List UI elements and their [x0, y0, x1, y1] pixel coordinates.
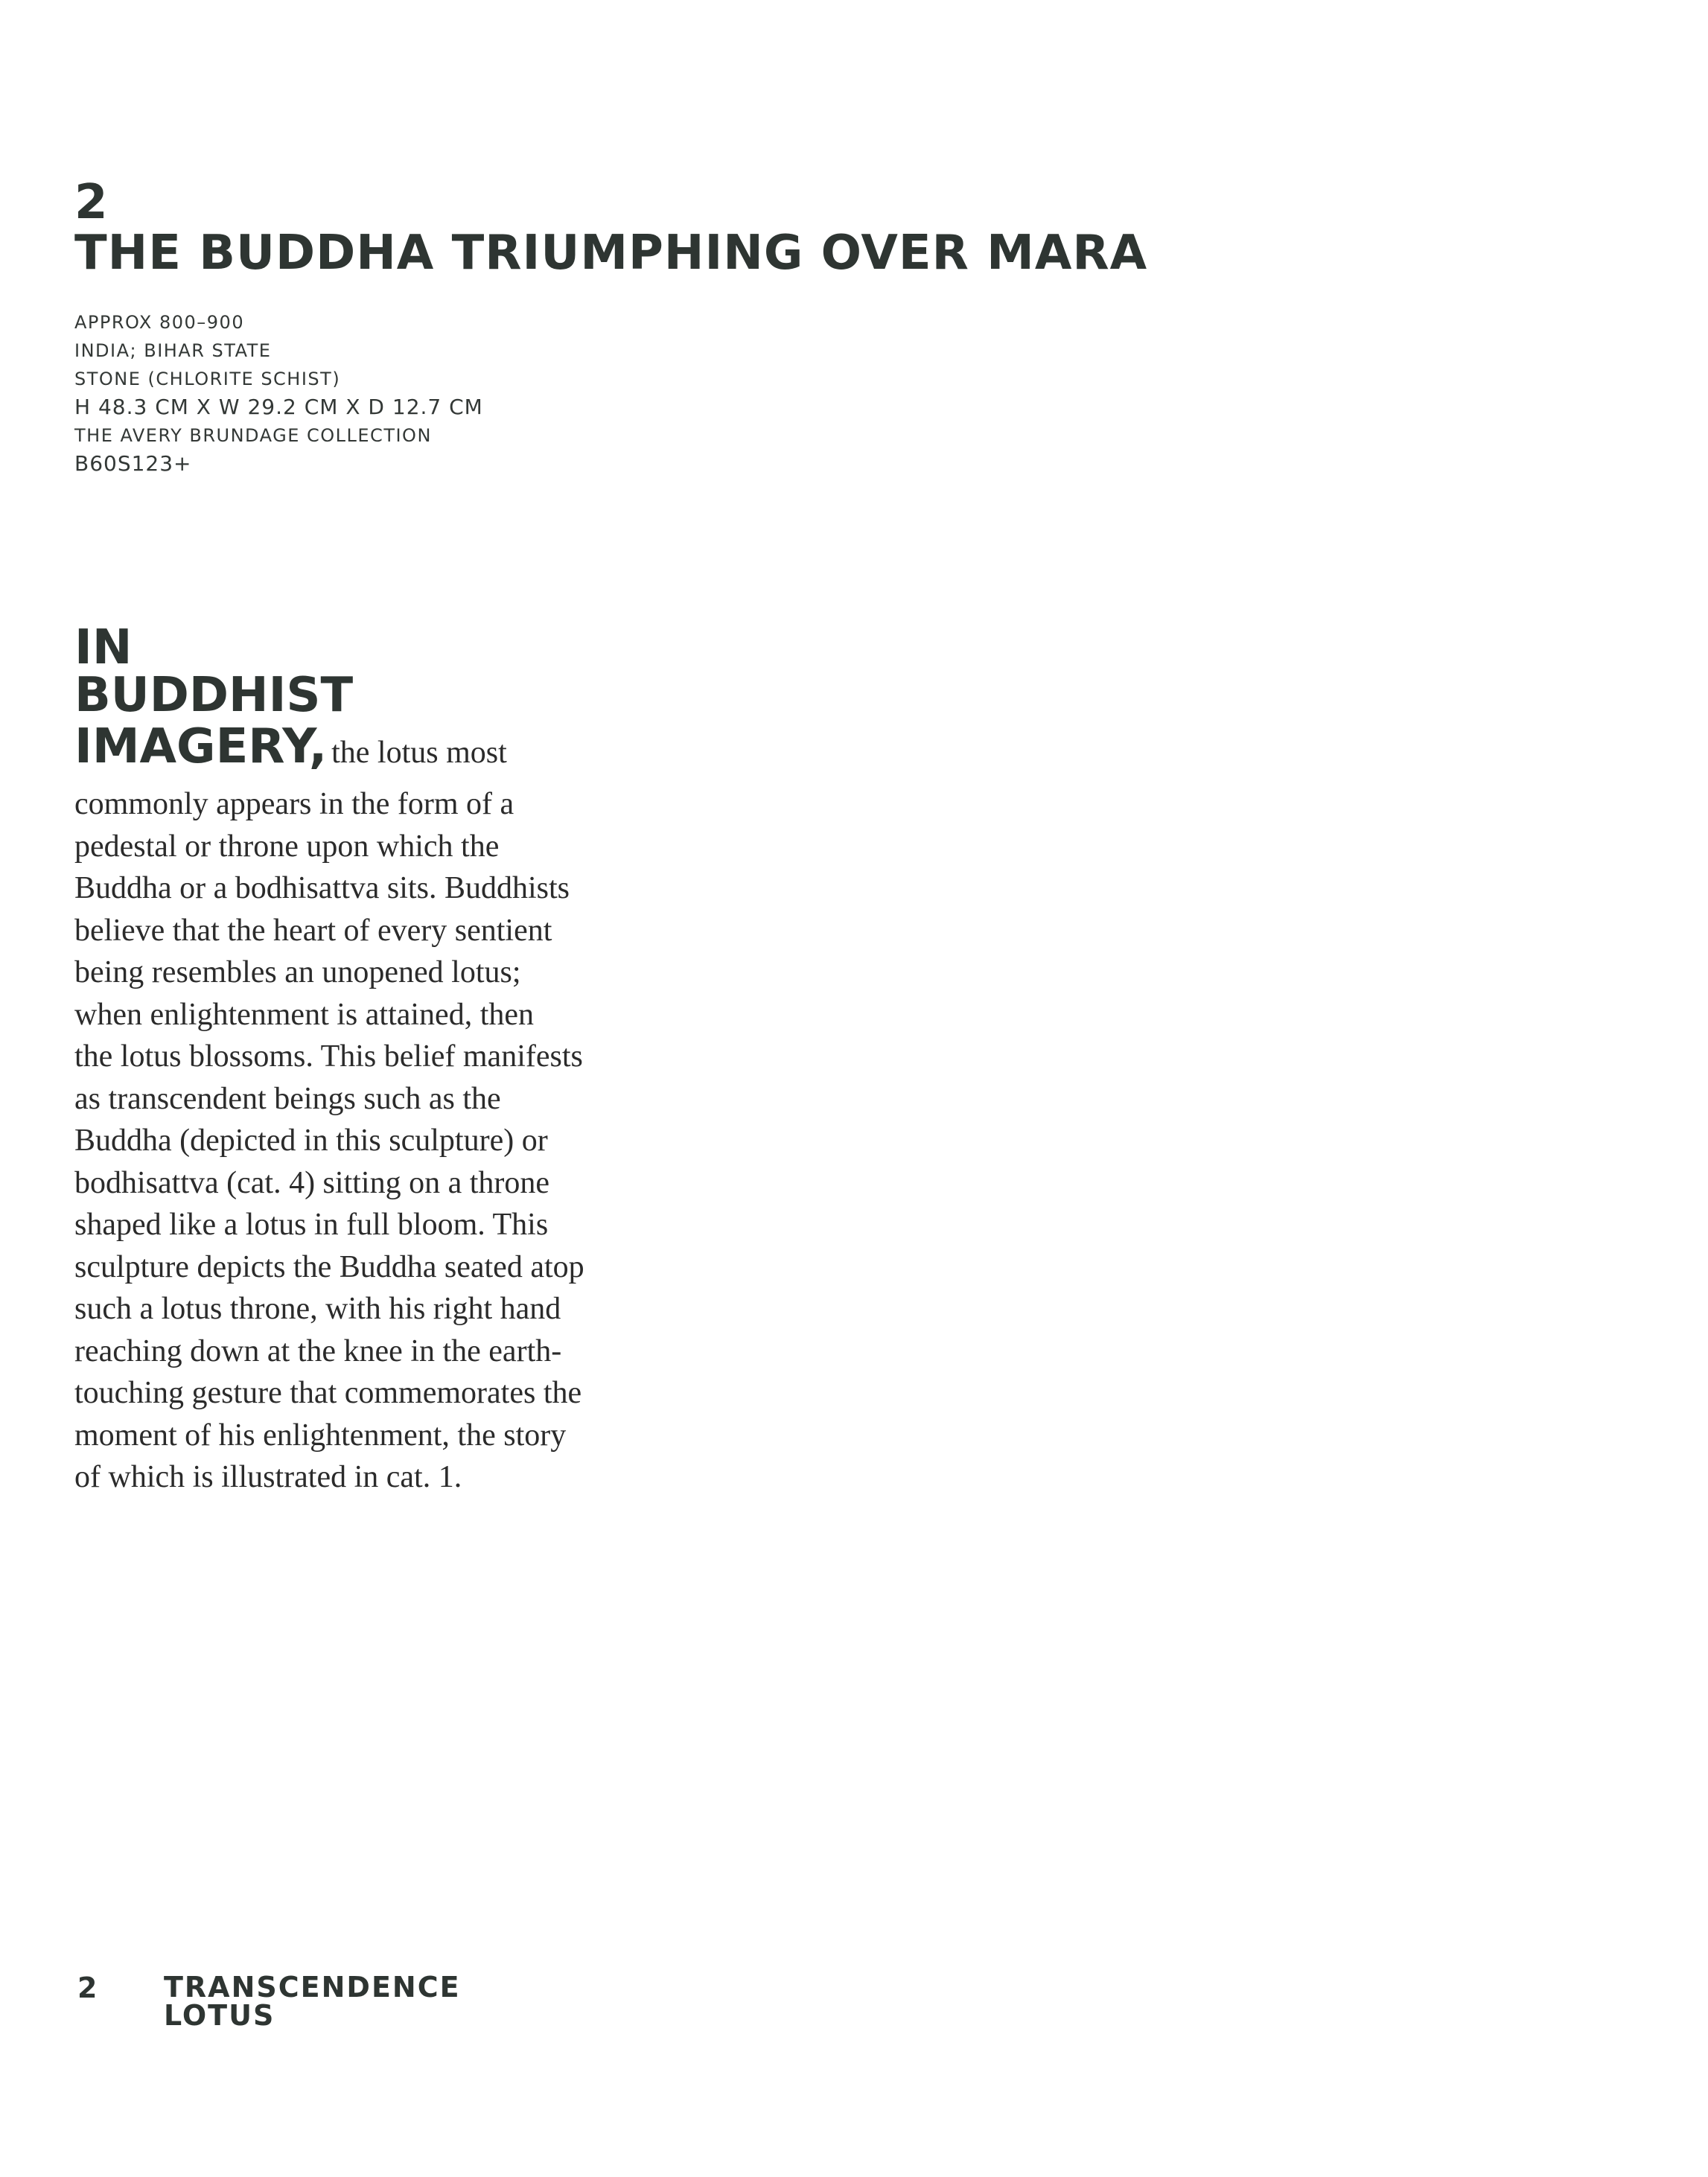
- detail-accession-number: B60S123+: [74, 451, 192, 476]
- essay-line: being resembles an unopened lotus;: [74, 955, 521, 989]
- detail-collection: THE AVERY BRUNDAGE COLLECTION: [74, 425, 432, 446]
- essay-line: bodhisattva (cat. 4) sitting on a throne: [74, 1165, 550, 1200]
- essay-line: Buddha (depicted in this sculpture) or: [74, 1123, 548, 1158]
- running-head: [164, 1973, 461, 2030]
- essay-line: commonly appears in the form of a: [74, 787, 514, 821]
- detail-place: INDIA; BIHAR STATE: [74, 340, 272, 361]
- essay-first-words: the lotus most: [331, 736, 507, 770]
- catalogue-number: 2: [74, 175, 108, 230]
- essay-line: reaching down at the knee in the earth-: [74, 1333, 562, 1368]
- object-details: [74, 308, 483, 478]
- detail-date: APPROX 800–900: [74, 312, 245, 333]
- essay-line: as transcendent beings such as the: [74, 1081, 501, 1116]
- essay-lead: [74, 620, 354, 723]
- page-number: 2: [77, 1972, 98, 2004]
- artwork-title: THE BUDDHA TRIUMPHING OVER MARA: [74, 226, 1148, 281]
- essay-line: the lotus blossoms. This belief manifests: [74, 1039, 583, 1074]
- essay-line: touching gesture that commemorates the: [74, 1376, 582, 1410]
- lead-word: IMAGERY,: [74, 719, 328, 774]
- detail-material: STONE (CHLORITE SCHIST): [74, 369, 341, 389]
- section-subtitle: LOTUS: [164, 1999, 275, 2032]
- detail-dimensions: H 48.3 CM X W 29.2 CM X D 12.7 CM: [74, 395, 483, 419]
- lead-word: BUDDHIST: [74, 668, 354, 723]
- essay-line: such a lotus throne, with his right hand: [74, 1292, 561, 1326]
- essay-line: moment of his enlightenment, the story: [74, 1418, 567, 1453]
- essay-body: [74, 783, 584, 1499]
- essay-line: sculpture depicts the Buddha seated atop: [74, 1249, 584, 1284]
- essay-line: when enlightenment is attained, then: [74, 997, 534, 1032]
- essay-line: shaped like a lotus in full bloom. This: [74, 1208, 549, 1242]
- essay-line: pedestal or throne upon which the: [74, 829, 500, 864]
- essay-line: of which is illustrated in cat. 1.: [74, 1460, 462, 1494]
- essay-first-line: [74, 719, 507, 774]
- essay-line: believe that the heart of every sentient: [74, 913, 552, 948]
- essay-line: Buddha or a bodhisattva sits. Buddhists: [74, 871, 570, 905]
- lead-word: IN: [74, 620, 133, 675]
- section-title: TRANSCENDENCE: [164, 1971, 461, 2004]
